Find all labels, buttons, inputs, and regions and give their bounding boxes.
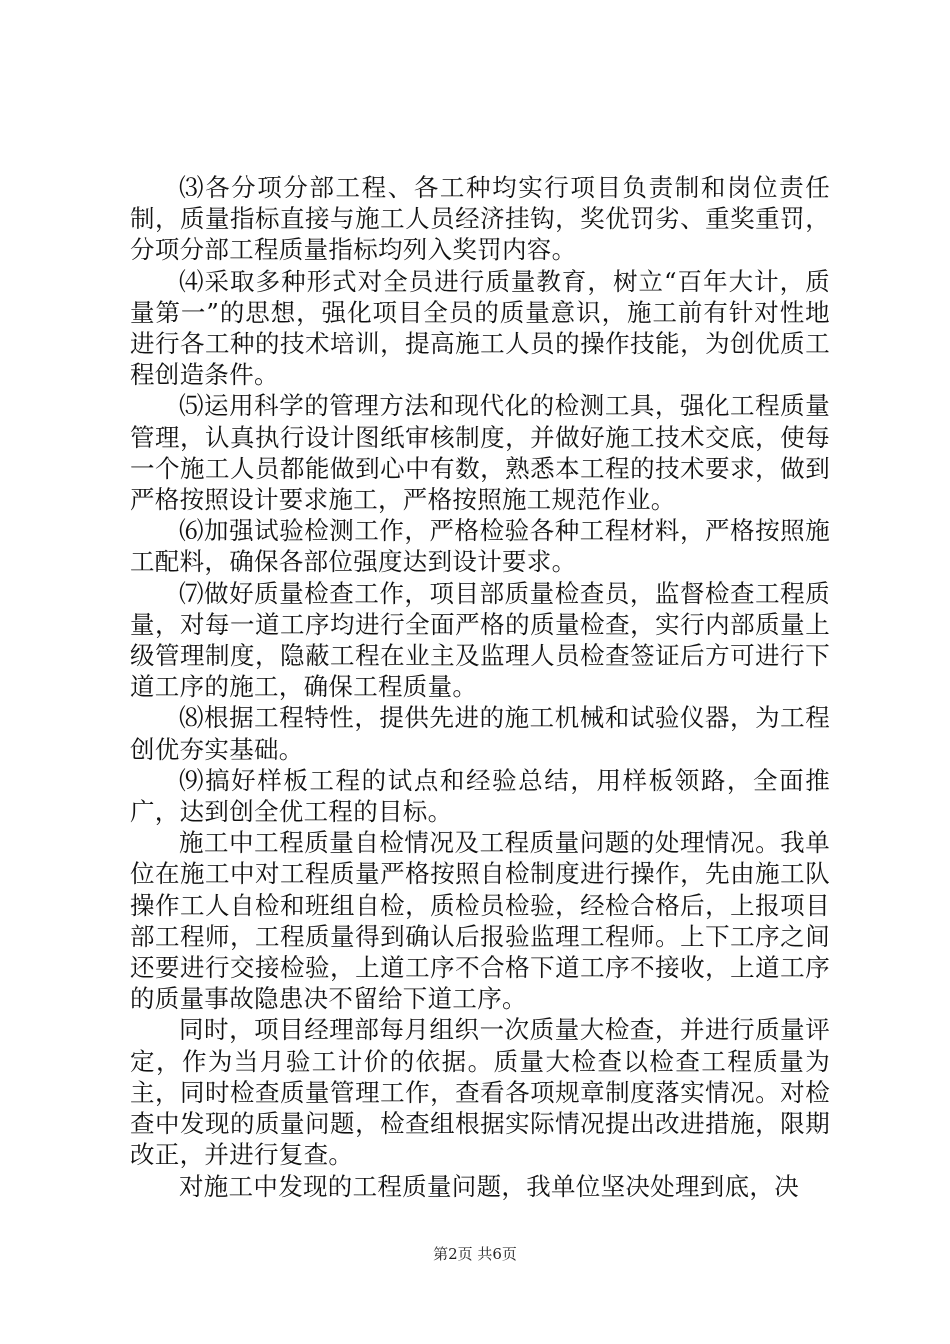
paragraph-monthly-inspection: 同时，项目经理部每月组织一次质量大检查，并进行质量评定，作为当月验工计价的依据。质量大检查以检查工程质量为主，同时检查质量管理工作，查看各项规章制度落实情况。对检查中发现的质量问题，检查组根据实际情况提出改进措施，限期改正，并进行复查。 [130, 1015, 830, 1170]
paragraph-item-8: ⑻根据工程特性，提供先进的施工机械和试验仪器，为工程创优夯实基础。 [130, 703, 830, 764]
paragraph-item-6: ⑹加强试验检测工作，严格检验各种工程材料，严格按照施工配料，确保各部位强度达到设计要求。 [130, 516, 830, 577]
paragraph-item-9: ⑼搞好样板工程的试点和经验总结，用样板领路，全面推广，达到创全优工程的目标。 [130, 765, 830, 827]
paragraph-item-3: ⑶各分项分部工程、各工种均实行项目负责制和岗位责任制，质量指标直接与施工人员经济挂钩，奖优罚劣、重奖重罚，分项分部工程质量指标均列入奖罚内容。 [130, 173, 830, 265]
page-number-footer: 第2页 共6页 [433, 1245, 517, 1263]
paragraph-problem-handling: 对施工中发现的工程质量问题，我单位坚决处理到底，决 [179, 1171, 799, 1201]
paragraph-item-7: ⑺做好质量检查工作，项目部质量检查员，监督检查工程质量，对每一道工序均进行全面严格的质量检查，实行内部质量上级管理制度，隐蔽工程在业主及监理人员检查签证后方可进行下道工序的施工，确保工程质量。 [130, 578, 830, 702]
paragraph-item-5: ⑸运用科学的管理方法和现代化的检测工具，强化工程质量管理，认真执行设计图纸审核制度，并做好施工技术交底，使每一个施工人员都能做到心中有数，熟悉本工程的技术要求，做到严格按照设计要求施工，严格按照施工规范作业。 [130, 391, 830, 515]
paragraph-self-inspection: 施工中工程质量自检情况及工程质量问题的处理情况。我单位在施工中对工程质量严格按照自检制度进行操作，先由施工队操作工人自检和班组自检，质检员检验，经检合格后，上报项目部工程师，工程质量得到确认后报验监理工程师。上下工序之间还要进行交接检验，上道工序不合格下道工序不接收，上道工序的质量事故隐患决不留给下道工序。 [130, 828, 830, 1014]
paragraph-item-4: ⑷采取多种形式对全员进行质量教育，树立“百年大计，质量第一”的思想，强化项目全员的质量意识，施工前有针对性地进行各工种的技术培训，提高施工人员的操作技能，为创优质工程创造条件。 [130, 266, 830, 390]
document-body [130, 172, 830, 1202]
